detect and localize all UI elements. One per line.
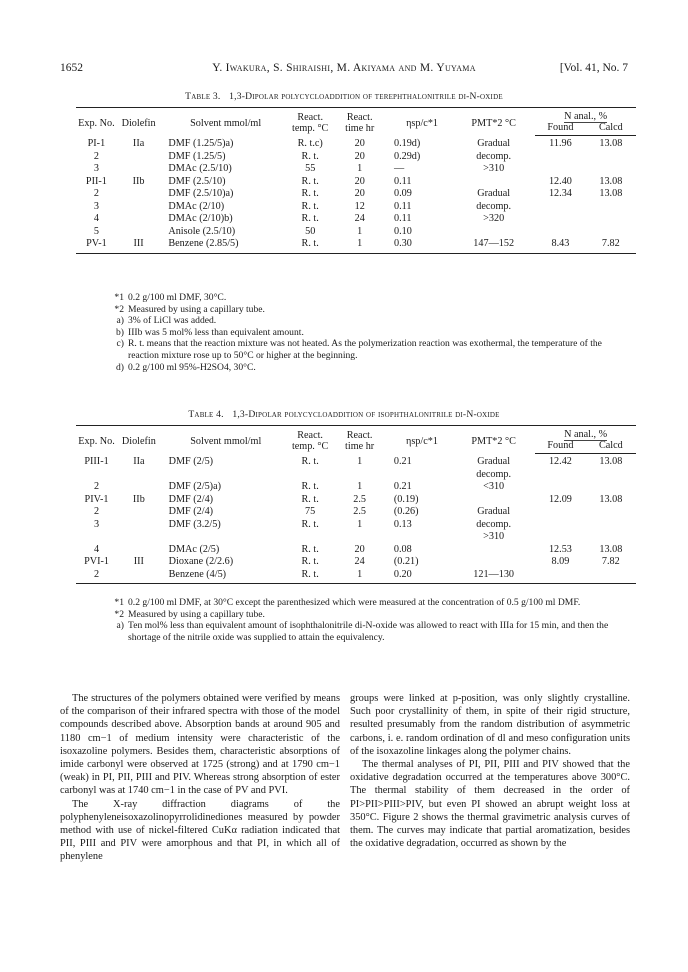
cell-time: 1 — [357, 518, 363, 530]
table-row — [76, 531, 636, 544]
cell-pmt: <310 — [483, 481, 505, 492]
footnote-text: 0.2 g/100 ml 95%-H2SO4, 30°C. — [128, 361, 256, 373]
cell-temp: R. t. — [301, 518, 319, 530]
body-paragraph: The X-ray diffraction diagrams of the polyphenyleneisoxazolinopyrrolidinediones measured by powder method with use of nickel-filtered CuKα radiation indicated that PII, PIII and PIV were amorphous and that PI, in which all of phenylene — [60, 798, 340, 863]
cell-eta: 0.10 — [393, 225, 412, 237]
volume-info: [Vol. 41, No. 7 — [559, 62, 628, 74]
page-number: 1652 — [60, 62, 83, 74]
cell-calcd: 13.08 — [599, 138, 623, 149]
table4-label: Table 4. — [188, 409, 224, 420]
cell-found: 12.09 — [548, 493, 572, 505]
cell-exp: PV-1 — [76, 238, 117, 253]
footnote-mark: *1 — [114, 597, 124, 608]
cell-temp: 75 — [305, 506, 316, 517]
col-eta: ηsp/c*1 — [384, 108, 452, 136]
cell-time: 1 — [357, 481, 363, 492]
cell-time: 20 — [354, 150, 365, 162]
cell-pmt: >310 — [483, 163, 505, 174]
cell-temp: R. t. — [285, 569, 335, 584]
cell-found: 11.96 — [549, 138, 572, 149]
body-right-column — [350, 692, 630, 850]
cell-diolefin — [117, 226, 161, 239]
footnote-mark: d) — [116, 361, 124, 373]
table3-label: Table 3. — [185, 91, 221, 102]
cell-temp: R. t. — [301, 188, 319, 199]
cell-found: 8.09 — [551, 556, 570, 567]
cell-diolefin — [117, 531, 161, 544]
footnote-mark: a) — [116, 315, 124, 327]
cell-time: 1 — [335, 238, 384, 253]
table-row — [76, 454, 636, 469]
cell-time — [335, 469, 384, 482]
col-pmt: PMT*2 °C — [452, 108, 535, 136]
cell-temp: R. t. — [301, 150, 319, 162]
table-row — [76, 519, 636, 532]
cell-solvent: DMF (3.2/5) — [168, 518, 221, 530]
col-react-time: React. time hr — [335, 426, 384, 454]
cell-pmt — [452, 226, 535, 239]
cell-diolefin — [117, 569, 161, 584]
cell-time: 1 — [357, 225, 363, 237]
cell-eta: 0.20 — [384, 569, 452, 584]
cell-exp: 2 — [93, 150, 99, 162]
table4-caption — [60, 409, 628, 420]
col-eta: ηsp/c*1 — [384, 426, 452, 454]
cell-found: 12.34 — [548, 188, 572, 199]
col-react-temp: React. temp. °C — [285, 426, 335, 454]
table3 — [76, 107, 636, 254]
cell-calcd: 13.08 — [599, 543, 623, 555]
cell-exp: 3 — [93, 200, 99, 212]
cell-temp: R. t. — [301, 200, 319, 212]
table-row — [76, 544, 636, 557]
cell-eta: 0.13 — [393, 518, 412, 530]
cell-exp: PIV-1 — [84, 493, 109, 505]
cell-found — [535, 481, 585, 494]
cell-solvent: DMAc (2/5) — [168, 543, 220, 555]
col-diolefin: Diolefin — [117, 108, 161, 136]
table-row — [76, 188, 636, 201]
cell-found: 8.43 — [535, 238, 585, 253]
footnote-text: Measured by using a capillary tube. — [128, 608, 265, 620]
cell-calcd: 13.08 — [599, 175, 623, 187]
cell-found — [535, 469, 585, 482]
cell-temp — [285, 469, 335, 482]
table-footnote — [104, 620, 624, 643]
cell-diolefin — [117, 506, 161, 519]
cell-diolefin: III — [133, 556, 144, 567]
cell-exp — [76, 469, 117, 482]
col-exp-no: Exp. No. — [76, 426, 117, 454]
cell-temp: R. t. — [301, 493, 319, 505]
cell-calcd — [586, 569, 636, 584]
cell-calcd: 13.08 — [599, 188, 623, 199]
cell-solvent: Benzene (2.85/5) — [160, 238, 285, 253]
cell-pmt: Gradual — [477, 455, 511, 467]
cell-pmt: >320 — [483, 213, 505, 224]
cell-temp: R. t. — [301, 213, 319, 224]
cell-found — [535, 226, 585, 239]
cell-exp: 2 — [93, 481, 100, 492]
footnote-mark: a) — [116, 620, 124, 632]
cell-temp: R. t. — [301, 481, 319, 492]
cell-exp: 4 — [93, 213, 99, 224]
cell-time: 20 — [354, 188, 365, 199]
cell-calcd — [586, 481, 636, 494]
body-paragraph: The structures of the polymers obtained were verified by means of the comparison of their infrared spectra with those of the model compounds described above. Absorption bands at around 905 and 1180 cm−1 of medium intensity were characteristic of the isoxazoline polymers. Besides them, characteristic absorptions of imide carbonyl were observed at 1725 (strong) and at 1790 cm−1 (weak) in PI, PII, PIII and PIV. Whereas strong absorption of ester carbonyl was at 1740 cm−1 in the case of PV and PVI. — [60, 693, 340, 797]
cell-solvent: DMAc (2/10) — [168, 200, 225, 212]
col-calcd: Calcd — [586, 440, 636, 454]
col-found: Found — [535, 440, 585, 454]
cell-calcd — [586, 201, 636, 214]
col-calcd: Calcd — [586, 122, 636, 136]
cell-pmt: decomp. — [476, 200, 512, 212]
cell-temp: 55 — [305, 163, 316, 174]
table-footnote — [104, 609, 624, 621]
cell-calcd: 7.82 — [586, 238, 636, 253]
footnote-text: Ten mol% less than equivalent amount of isophthalonitrile di-N-oxide was allowed to react with IIIa for 15 min, and then the shortage of the nitrile oxide was supplied to attain the equivalency. — [128, 620, 609, 643]
running-head — [60, 62, 628, 78]
table3-title: 1,3-Dipolar polycycloaddition of terephthalonitrile di-N-oxide — [229, 91, 503, 102]
col-pmt: PMT*2 °C — [452, 426, 535, 454]
table-row — [76, 163, 636, 176]
cell-exp: PVI-1 — [84, 556, 109, 567]
cell-diolefin: IIa — [132, 137, 145, 149]
table4-notes — [104, 597, 624, 643]
cell-eta: 0.21 — [393, 455, 412, 467]
cell-diolefin — [117, 519, 161, 532]
cell-solvent: DMF (2.5/10)a) — [168, 188, 234, 199]
table-row — [76, 226, 636, 239]
cell-diolefin — [117, 188, 161, 201]
cell-diolefin — [117, 544, 161, 557]
cell-temp: R. t. — [285, 238, 335, 253]
cell-temp: R. t. — [301, 543, 319, 555]
body-left-column — [60, 692, 340, 864]
body-paragraph: groups were linked at p-position, was only slightly crystalline. Such poor crystallinity of them, in spite of their rigid structure, resulted presumably from the random distribution of asymmetric carbons, i. e. random ordination of dl and meso configuration units of the isoxazoline linkages along the polymer chains. — [350, 693, 630, 757]
cell-diolefin: III — [117, 238, 161, 253]
cell-diolefin — [117, 213, 161, 226]
cell-time: 20 — [354, 175, 365, 187]
col-exp-no: Exp. No. — [76, 108, 117, 136]
cell-time — [335, 531, 384, 544]
cell-exp: 2 — [93, 188, 99, 199]
cell-eta: 0.29d) — [393, 150, 421, 162]
cell-solvent: Benzene (4/5) — [161, 569, 285, 584]
cell-time: 24 — [354, 213, 365, 224]
table-row — [76, 176, 636, 189]
table3-body — [76, 136, 636, 254]
body-paragraph: The thermal analyses of PI, PII, PIII and PIV showed that the oxidative degradation occurred at the temperatures above 300°C. The thermal stability of them decreased in the order of PI>PII>PIII>PIV, but even PI showed an abrupt weight loss at 350°C. Figure 2 shows the thermal gravimetric analysis curves of them. The curves may indicate that partial aromatization, besides the oxidative degradation, occurred as shown by the — [350, 759, 630, 850]
cell-diolefin — [117, 481, 161, 494]
cell-diolefin — [117, 151, 161, 164]
cell-eta: 0.30 — [384, 238, 452, 253]
cell-pmt: decomp. — [476, 150, 512, 162]
cell-exp: 5 — [93, 225, 99, 237]
cell-time: 2.5 — [353, 493, 366, 505]
cell-found — [535, 201, 585, 214]
cell-solvent: DMF (1.25/5)a) — [168, 137, 234, 149]
cell-pmt: 147—152 — [452, 238, 535, 253]
table-footnote — [104, 362, 624, 374]
table-row — [76, 494, 636, 507]
footnote-text: 3% of LiCl was added. — [128, 315, 217, 327]
col-solvent: Solvent mmol/ml — [161, 426, 285, 454]
cell-calcd — [586, 531, 636, 544]
cell-exp: 3 — [93, 163, 99, 174]
cell-eta — [384, 469, 452, 482]
table4 — [76, 425, 636, 584]
cell-eta: 0.11 — [393, 200, 412, 212]
cell-solvent: DMF (1.25/5) — [168, 150, 226, 162]
table-footnote — [104, 338, 624, 361]
cell-exp: PIII-1 — [84, 455, 109, 467]
cell-temp: R. t. — [301, 455, 319, 467]
cell-calcd: 7.82 — [601, 556, 620, 567]
cell-solvent: Anisole (2.5/10) — [168, 225, 236, 237]
cell-solvent: DMF (2/4) — [168, 506, 214, 517]
cell-found — [535, 519, 585, 532]
cell-exp: PII-1 — [85, 175, 107, 187]
table-footnote — [104, 327, 624, 339]
cell-pmt — [452, 556, 535, 569]
cell-solvent: DMF (2/5) — [168, 455, 214, 467]
cell-exp — [76, 531, 117, 544]
table-row — [76, 506, 636, 519]
cell-temp: R. t. — [301, 175, 319, 187]
cell-pmt — [452, 494, 535, 507]
cell-eta — [384, 531, 452, 544]
table-footnote — [104, 292, 624, 304]
cell-eta: (0.26) — [393, 506, 419, 517]
cell-diolefin: IIb — [132, 493, 145, 505]
cell-temp — [285, 531, 335, 544]
cell-calcd — [586, 213, 636, 226]
footnote-mark: b) — [116, 326, 124, 338]
cell-calcd — [586, 226, 636, 239]
cell-eta: 0.19d) — [393, 137, 421, 149]
cell-found — [535, 506, 585, 519]
table-row — [76, 569, 636, 584]
col-n-anal: N anal., % — [535, 426, 636, 441]
cell-exp: 2 — [76, 569, 117, 584]
cell-solvent: DMAc (2.5/10) — [168, 163, 232, 174]
cell-time: 12 — [354, 200, 365, 212]
footnote-text: 0.2 g/100 ml DMF, at 30°C except the parenthesized which were measured at the concentration of 0.5 g/100 ml DMF. — [128, 597, 581, 608]
cell-calcd — [586, 506, 636, 519]
cell-eta: — — [393, 163, 405, 174]
cell-found: 12.53 — [548, 543, 572, 555]
cell-time: 20 — [354, 137, 365, 149]
table-row — [76, 136, 636, 151]
cell-calcd — [586, 163, 636, 176]
cell-time: 24 — [354, 556, 365, 567]
running-head-authors: Y. Iwakura, S. Shiraishi, M. Akiyama and M. Yuyama — [212, 62, 476, 74]
cell-solvent: DMAc (2/10)b) — [168, 213, 233, 224]
cell-eta: (0.21) — [393, 556, 419, 567]
cell-temp: R. t. — [301, 556, 319, 567]
cell-eta: 0.08 — [393, 543, 412, 555]
cell-diolefin: IIb — [132, 175, 145, 187]
footnote-mark: c) — [116, 338, 124, 350]
table3-notes — [104, 292, 624, 373]
cell-solvent: DMF (2/5)a) — [168, 481, 221, 492]
cell-found — [535, 151, 585, 164]
table-row — [76, 481, 636, 494]
cell-temp: 50 — [305, 225, 316, 237]
cell-found — [535, 213, 585, 226]
cell-exp: 2 — [93, 506, 100, 517]
footnote-text: R. t. means that the reaction mixture was not heated. As the polymerization reaction was exothermal, the temperature of the reaction mixture rose up to 50°C or higher at the beginning. — [128, 338, 602, 361]
cell-eta: 0.11 — [393, 213, 412, 224]
cell-diolefin — [117, 201, 161, 214]
table-row — [76, 213, 636, 226]
footnote-text: IIIb was 5 mol% less than equivalent amount. — [128, 326, 304, 338]
cell-found — [535, 531, 585, 544]
cell-pmt: decomp. — [476, 518, 512, 530]
cell-pmt: Gradual — [477, 137, 511, 149]
table-row — [76, 151, 636, 164]
cell-eta: (0.19) — [393, 493, 419, 505]
cell-found — [535, 163, 585, 176]
cell-diolefin — [117, 469, 161, 482]
cell-time: 1 — [357, 455, 363, 467]
table4-title: 1,3-Dipolar polycycloaddition of isophthalonitrile di-N-oxide — [232, 409, 500, 420]
cell-time: 20 — [354, 543, 365, 555]
cell-diolefin — [117, 163, 161, 176]
cell-solvent — [161, 469, 285, 482]
col-react-temp: React. temp. °C — [285, 108, 335, 136]
cell-found: 12.42 — [548, 456, 572, 467]
col-n-anal: N anal., % — [535, 108, 636, 123]
table-row — [76, 556, 636, 569]
footnote-text: Measured by using a capillary tube. — [128, 303, 265, 315]
footnote-text: 0.2 g/100 ml DMF, 30°C. — [128, 292, 227, 303]
cell-calcd: 13.08 — [599, 456, 623, 467]
cell-found: 12.40 — [548, 175, 572, 187]
cell-calcd — [586, 519, 636, 532]
table-row — [76, 201, 636, 214]
cell-pmt: 121—130 — [452, 569, 535, 584]
table4-body — [76, 454, 636, 584]
cell-temp: R. t.c) — [297, 137, 323, 149]
footnote-mark: *1 — [114, 292, 124, 303]
table-row — [76, 469, 636, 482]
cell-calcd — [586, 469, 636, 482]
cell-solvent: DMF (2.5/10) — [168, 175, 226, 187]
cell-calcd: 13.08 — [599, 493, 623, 505]
cell-eta: 0.21 — [393, 481, 412, 492]
cell-pmt: decomp. — [476, 468, 512, 480]
table-footnote — [104, 315, 624, 327]
cell-time: 1 — [357, 163, 363, 174]
cell-solvent: DMF (2/4) — [168, 493, 214, 505]
col-react-time: React. time hr — [335, 108, 384, 136]
cell-diolefin: IIa — [133, 455, 145, 467]
cell-pmt: Gradual — [477, 506, 511, 517]
cell-found — [535, 569, 585, 584]
table3-caption — [60, 91, 628, 102]
cell-pmt: Gradual — [477, 188, 511, 199]
cell-exp: PI-1 — [87, 137, 106, 149]
table-footnote — [104, 304, 624, 316]
table-footnote — [104, 597, 624, 609]
cell-eta: 0.09 — [393, 188, 412, 199]
cell-pmt — [452, 176, 535, 189]
cell-solvent — [161, 531, 285, 544]
cell-exp: 4 — [93, 543, 100, 555]
cell-exp: 3 — [93, 518, 100, 530]
cell-pmt — [452, 544, 535, 557]
col-diolefin: Diolefin — [117, 426, 161, 454]
cell-solvent: Dioxane (2/2.6) — [168, 556, 234, 567]
cell-calcd — [586, 151, 636, 164]
cell-time: 2.5 — [353, 506, 366, 517]
footnote-mark: *2 — [114, 303, 124, 315]
col-solvent: Solvent mmol/ml — [160, 108, 285, 136]
table-row — [76, 238, 636, 253]
cell-pmt: >310 — [483, 531, 505, 542]
cell-time: 1 — [335, 569, 384, 584]
cell-eta: 0.11 — [393, 175, 412, 187]
col-found: Found — [535, 122, 585, 136]
footnote-mark: *2 — [114, 608, 124, 620]
